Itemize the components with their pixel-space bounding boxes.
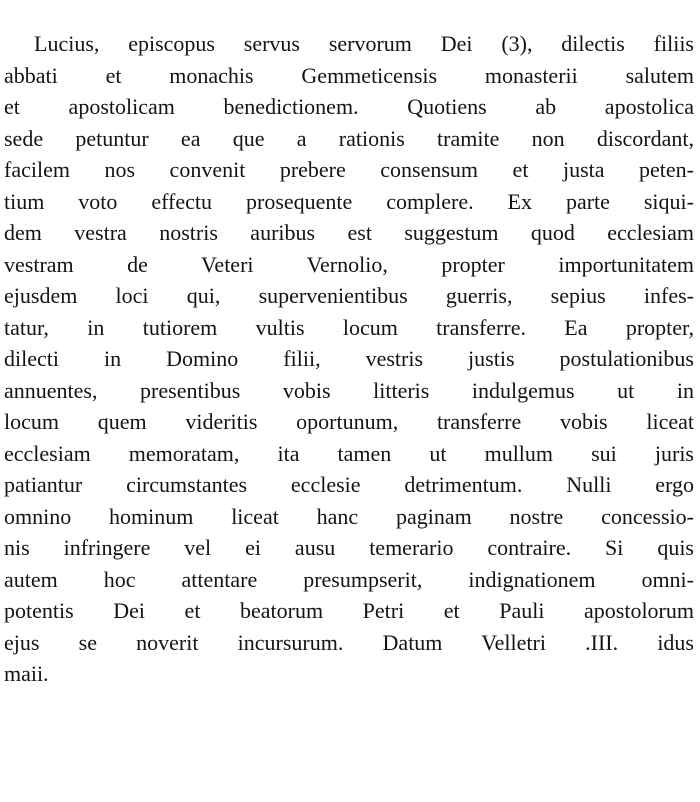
text-line-18: autem hoc attentare presumpserit, indignationem omni- <box>4 566 694 592</box>
text-line-5: facilem nos convenit prebere consensum et justa peten- <box>4 157 694 182</box>
text-line-4: sede petuntur ea que a rationis tramite non discordant, <box>4 125 694 151</box>
text-line-11: dilecti in Domino filii, vestris justis postulationibus <box>4 346 694 371</box>
text-line-17: nis infringere vel ei ausu temerario contraire. Si quis <box>4 535 694 560</box>
text-line-8: vestram de Veteri Vernolio, propter importunitatem <box>4 251 694 277</box>
text-line-19: potentis Dei et beatorum Petri et Pauli apostolorum <box>4 598 694 623</box>
text-line-9: ejusdem loci qui, supervenientibus guerris, sepius infes- <box>4 283 694 308</box>
text-line-3: et apostolicam benedictionem. Quotiens ab apostolica <box>4 94 694 119</box>
text-line-10: tatur, in tutiorem vultis locum transferre. Ea propter, <box>4 314 694 340</box>
text-line-20: ejus se noverit incursurum. Datum Velletri .III. idus <box>4 629 694 655</box>
text-line-6: tium voto effectu prosequente complere. Ex parte siqui- <box>4 188 694 214</box>
text-line-13: locum quem videritis oportunum, transferre vobis liceat <box>4 409 694 434</box>
text-line-14: ecclesiam memoratam, ita tamen ut mullum sui juris <box>4 440 694 466</box>
text-line-16: omnino hominum liceat hanc paginam nostre concessio- <box>4 503 694 529</box>
text-line-2: abbati et monachis Gemmeticensis monasterii salutem <box>4 62 694 88</box>
body-paragraph <box>4 28 694 690</box>
text-line-1: Lucius, episcopus servus servorum Dei (3), dilectis filiis <box>34 31 694 56</box>
text-line-21: maii. <box>4 661 49 686</box>
text-line-7: dem vestra nostris auribus est suggestum quod ecclesiam <box>4 220 694 245</box>
text-line-15: patiantur circumstantes ecclesie detrimentum. Nulli ergo <box>4 472 694 497</box>
text-line-12: annuentes, presentibus vobis litteris indulgemus ut in <box>4 377 694 403</box>
